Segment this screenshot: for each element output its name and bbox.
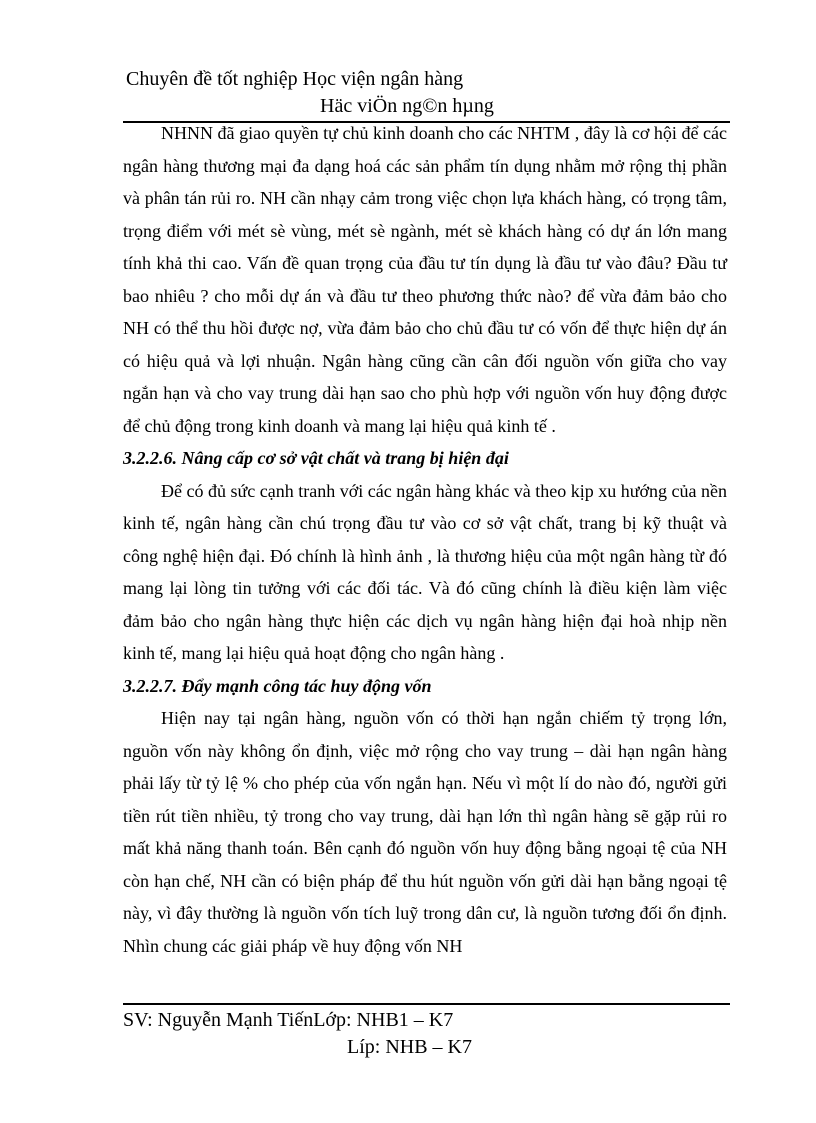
footer-class-info: Líp: NHB – K7 xyxy=(347,1036,472,1058)
paragraph-infrastructure: Để có đủ sức cạnh tranh với các ngân hàng khác và theo kịp xu hướng của nền kinh tế, ngân hàng cần chú trọng đầu tư vào cơ sở vật chất, trang bị kỹ thuật và công nghệ hiện đại. Đó chính là hình ảnh , là thương hiệu của một ngân hàng từ đó mang lại lòng tin tưởng với các đối tác. Và đó cũng chính là điều kiện làm việc đảm bảo cho ngân hàng thực hiện các dịch vụ ngân hàng hiện đại hoà nhịp nền kinh tế, mang lại hiệu quả hoạt động cho ngân hàng . xyxy=(123,480,727,663)
section-heading-3-2-2-7: 3.2.2.7. Đẩy mạnh công tác huy động vốn xyxy=(123,675,432,696)
body-text xyxy=(123,117,727,962)
paragraph-credit-investment: NHNN đã giao quyền tự chủ kinh doanh cho các NHTM , đây là cơ hội để các ngân hàng thương mại đa dạng hoá các sản phẩm tín dụng nhằm mở rộng thị phần và phân tán rủi ro. NH cần nhạy cảm trong việc chọn lựa khách hàng, có trọng tâm, trọng điểm với mét sè vùng, mét sè ngành, mét sè khách hàng có dự án lớn mang tính khả thi cao. Vấn đề quan trọng của đầu tư tín dụng là đầu tư vào đâu? Đầu tư bao nhiêu ? cho mỗi dự án và đầu tư theo phương thức nào? để vừa đảm bảo cho NH có thể thu hồi được nợ, vừa đảm bảo cho chủ đầu tư có vốn để thực hiện dự án có hiệu quả và lợi nhuận. Ngân hàng cũng cần cân đối nguồn vốn giữa cho vay ngắn hạn và cho vay trung dài hạn sao cho phù hợp với nguồn vốn huy động được để chủ động trong kinh doanh và mang lại hiệu quả kinh tế . xyxy=(123,123,727,436)
header-subtitle: Häc viÖn ng©n hµng xyxy=(320,95,494,117)
paragraph-capital-mobilization: Hiện nay tại ngân hàng, nguồn vốn có thời hạn ngắn chiếm tỷ trọng lớn, nguồn vốn này không ổn định, việc mở rộng cho vay trung – dài hạn ngân hàng phải lấy từ tỷ lệ % cho phép của vốn ngắn hạn. Nếu vì một lí do nào đó, người gửi tiền rút tiền nhiều, tỷ trong cho vay trung, dài hạn lớn thì ngân hàng sẽ gặp rủi ro mất khả năng thanh toán. Bên cạnh đó nguồn vốn huy động bằng ngoại tệ của NH còn hạn chế, NH cần có biện pháp để thu hút nguồn vốn gửi dài hạn bằng ngoại tệ này, vì đây thường là nguồn vốn tích luỹ trong dân cư, là nguồn tương đối ổn định. Nhìn chung các giải pháp về huy động vốn NH xyxy=(123,708,727,956)
header-title: Chuyên đề tốt nghiệp Học viện ngân hàng xyxy=(126,68,464,90)
footer-student-info: SV: Nguyễn Mạnh TiếnLớp: NHB1 – K7 xyxy=(123,1009,454,1031)
footer-divider xyxy=(123,1003,730,1005)
section-heading-3-2-2-6: 3.2.2.6. Nâng cấp cơ sở vật chất và trang bị hiện đại xyxy=(123,448,509,468)
